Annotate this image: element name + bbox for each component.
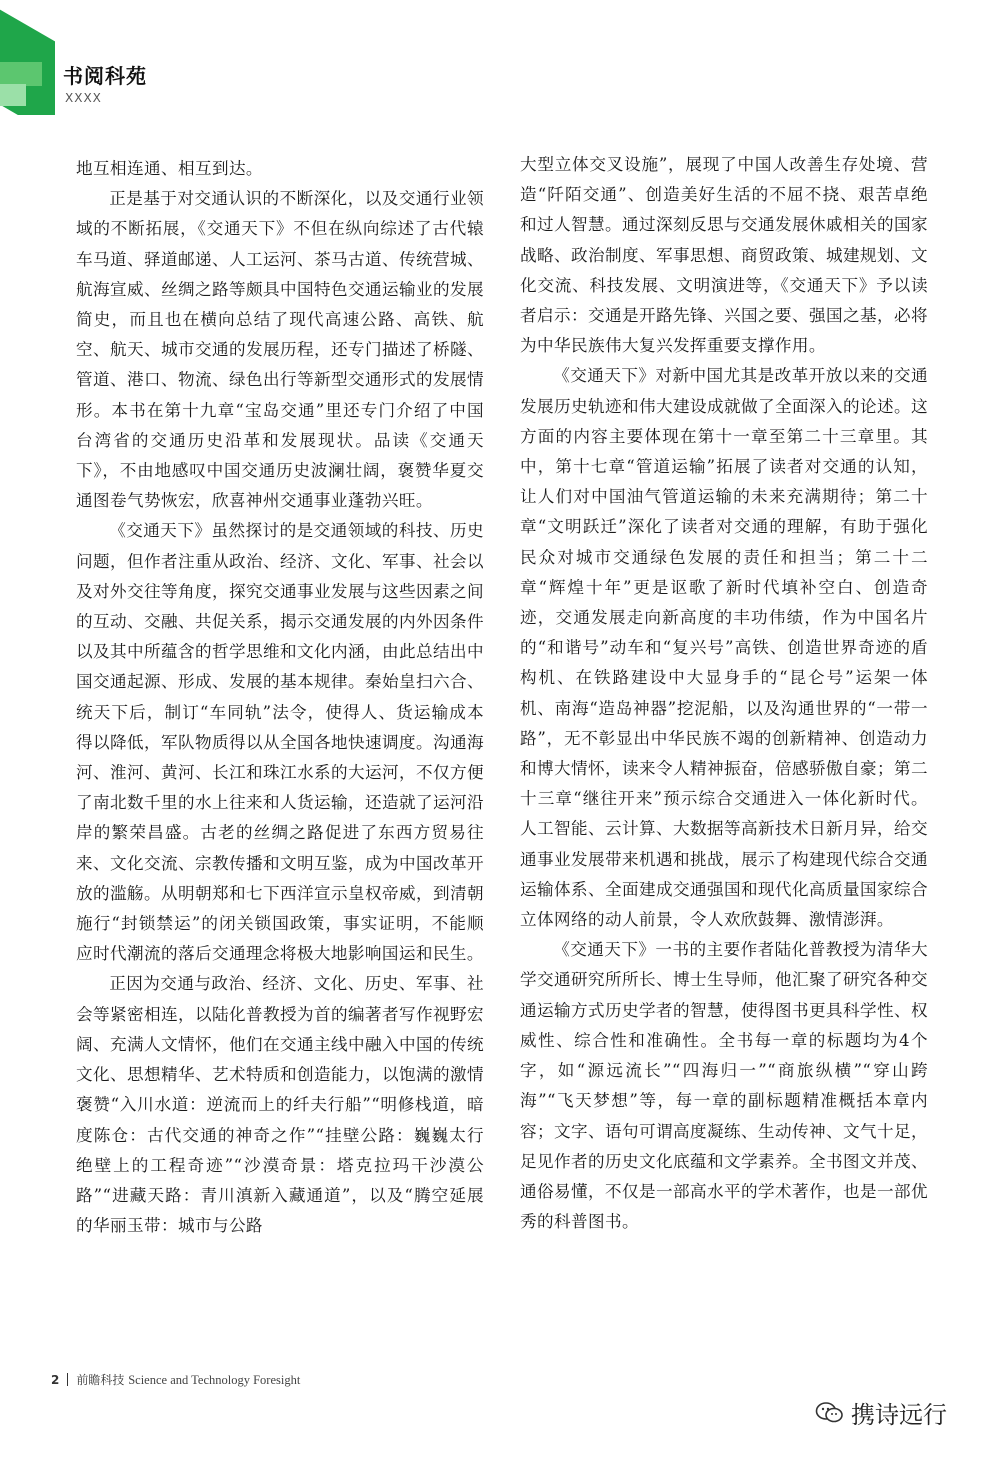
wechat-watermark bbox=[815, 1395, 947, 1430]
paragraph: 正是基于对交通认识的不断深化，以及交通行业领域的不断拓展，《交通天下》不但在纵向综述了古代辕车马道、驿道邮递、人工运河、茶马古道、传统营城、航海宣威、丝绸之路等颇具中国特色交通运输业的发展简史，而且也在横向总结了现代高速公路、高铁、航空、航天、城市交通的发展历程，还专门描述了桥隧、管道、港口、物流、绿色出行等新型交通形式的发展情形。本书在第十九章“宝岛交通”里还专门介绍了中国台湾省的交通历史沿革和发展现状。品读《交通天下》，不由地感叹中国交通历史波澜壮阔，褒赞华夏交通图卷气势恢宏，欣喜神州交通事业蓬勃兴旺。 bbox=[76, 189, 484, 511]
left-column bbox=[76, 154, 484, 1241]
footer-divider bbox=[67, 1373, 68, 1386]
paragraph: 地互相连通、相互到达。 bbox=[76, 159, 263, 178]
paragraph: 《交通天下》对新中国尤其是改革开放以来的交通发展历史轨迹和伟大建设成就做了全面深入的论述。这方面的内容主要体现在第十一章至第二十三章里。其中，第十七章“管道运输”拓展了读者对交通的认知，让人们对中国油气管道运输的未来充满期待；第二十章“文明跃迁”深化了读者对交通的理解，有助于强化民众对城市交通绿色发展的责任和担当；第二十二章“辉煌十年”更是讴歌了新时代填补空白、创造奇迹，交通发展走向新高度的丰功伟绩，作为中国名片的“和谐号”动车和“复兴号”高铁、创造世界奇迹的盾构机、在铁路建设中大显身手的“昆仑号”运架一体机、南海“造岛神器”挖泥船，以及沟通世界的“一带一路”，无不彰显出中华民族不竭的创新精神、创造动力和博大情怀，读来令人精神振奋，倍感骄傲自豪；第二十三章“继往开来”预示综合交通进入一体化新时代。人工智能、云计算、大数据等高新技术日新月异，给交通事业发展带来机遇和挑战，展示了构建现代综合交通运输体系、全面建成交通强国和现代化高质量国家综合立体网络的动人前景，令人欢欣鼓舞、激情澎湃。 bbox=[520, 366, 928, 930]
page-footer bbox=[51, 1371, 300, 1388]
watermark-text: 携诗远行 bbox=[851, 1401, 947, 1429]
right-column bbox=[520, 150, 928, 1237]
wechat-icon bbox=[815, 1401, 845, 1425]
paragraph: 大型立体交叉设施”，展现了中国人改善生存处境、营造“阡陌交通”、创造美好生活的不屈不挠、艰苦卓绝和过人智慧。通过深刻反思与交通发展休戚相关的国家战略、政治制度、军事思想、商贸政策、城建规划、文化交流、科技发展、文明演进等，《交通天下》予以读者启示：交通是开路先锋、兴国之要、强国之基，必将为中华民族伟大复兴发挥重要支撑作用。 bbox=[520, 155, 928, 356]
paragraph: 《交通天下》一书的主要作者陆化普教授为清华大学交通研究所所长、博士生导师，他汇聚了研究各种交通运输方式历史学者的智慧，使得图书更具科学性、权威性、综合性和准确性。全书每一章的标题均为4个字，如“源远流长”“四海归一”“商旅纵横”“穿山跨海”“飞天梦想”等，每一章的副标题精准概括本章内容；文字、语句可谓高度凝练、生动传神、文气十足，足见作者的历史文化底蕴和文学素养。全书图文并茂、通俗易懂，不仅是一部高水平的学术著作，也是一部优秀的科普图书。 bbox=[520, 940, 928, 1232]
paragraph: 《交通天下》虽然探讨的是交通领域的科技、历史问题，但作者注重从政治、经济、文化、军事、社会以及对外交往等角度，探究交通事业发展与这些因素之间的互动、交融、共促关系，揭示交通发展的内外因条件以及其中所蕴含的哲学思维和文化内涵，由此总结出中国交通起源、形成、发展的基本规律。秦始皇扫六合、统天下后，制订“车同轨”法令，使得人、货运输成本得以降低，军队物质得以从全国各地快速调度。沟通海河、淮河、黄河、长江和珠江水系的大运河，不仅方便了南北数千里的水上往来和人货运输，还造就了运河沿岸的繁荣昌盛。古老的丝绸之路促进了东西方贸易往来、文化交流、宗教传播和文明互鉴，成为中国改革开放的滥觞。从明朝郑和七下西洋宣示皇权帝威，到清朝施行“封锁禁运”的闭关锁国政策，事实证明，不能顺应时代潮流的落后交通理念将极大地影响国运和民生。 bbox=[76, 521, 484, 964]
magazine-name-en: Science and Technology Foresight bbox=[128, 1373, 301, 1387]
tab-shape-light bbox=[0, 84, 26, 106]
section-tab-decoration bbox=[0, 0, 70, 115]
paragraph: 正因为交通与政治、经济、文化、历史、军事、社会等紧密相连，以陆化普教授为首的编著者写作视野宏阔、充满人文情怀，他们在交通主线中融入中国的传统文化、思想精华、艺术特质和创造能力，以饱满的激情褒赞“入川水道：逆流而上的纤夫行船”“明修栈道，暗度陈仓：古代交通的神奇之作”“挂壁公路：巍巍太行绝壁上的工程奇迹”“沙漠奇景：塔克拉玛干沙漠公路”“进藏天路：青川滇新入藏通道”，以及“腾空延展的华丽玉带：城市与公路 bbox=[76, 974, 484, 1236]
tab-shape-mid bbox=[0, 62, 42, 86]
page-number: 2 bbox=[51, 1373, 60, 1387]
section-title: 书阅科苑 bbox=[63, 64, 147, 88]
magazine-name-cn: 前瞻科技 bbox=[76, 1373, 125, 1387]
section-subtitle: XXXX bbox=[65, 91, 102, 105]
